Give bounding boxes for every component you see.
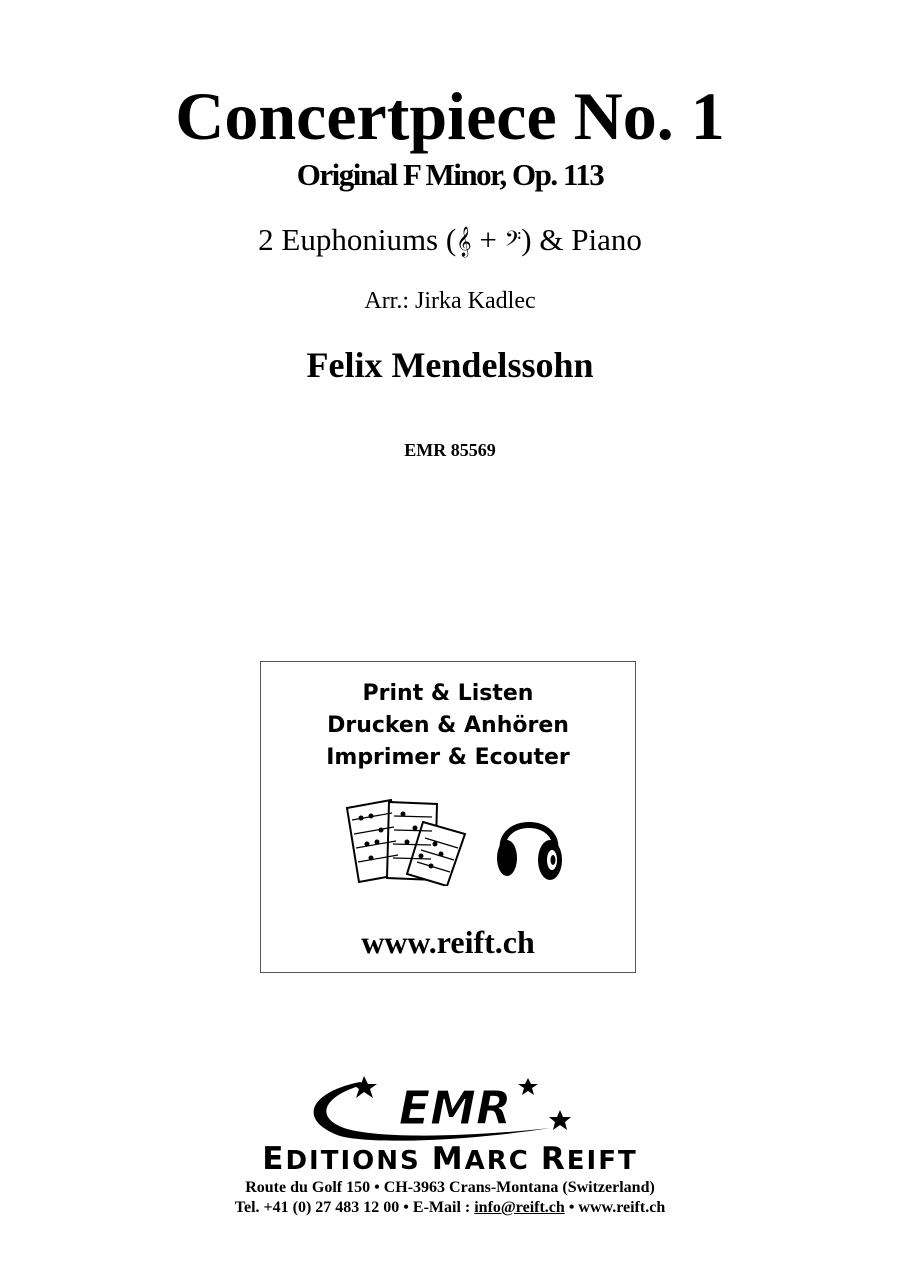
instrumentation (0, 220, 900, 262)
print-listen-box (260, 661, 636, 973)
instrumentation-plus: + (471, 222, 505, 257)
publisher-initial-r: R (540, 1141, 567, 1177)
publisher-address: Route du Golf 150 • CH-3963 Crans-Montana (Switzerland) (245, 1179, 655, 1196)
logo-text: EMR (398, 1081, 512, 1135)
sheet-music-icon (341, 794, 471, 886)
promo-line-fr: Imprimer & Ecouter (326, 745, 570, 770)
score-subtitle: Original F Minor, Op. 113 (296, 157, 604, 192)
instrumentation-prefix: 2 Euphoniums ( (258, 222, 457, 257)
publisher-name (0, 1141, 900, 1177)
emr-logo (300, 1070, 600, 1150)
contact-website: • www.reift.ch (564, 1199, 666, 1216)
instrumentation-suffix: ) & Piano (521, 222, 642, 257)
publisher-initial-e: E (262, 1141, 286, 1177)
contact-phone: Tel. +41 (0) 27 483 12 00 • E-Mail : (234, 1199, 475, 1216)
publisher-initial-m: M (431, 1141, 465, 1177)
headphones-icon (493, 802, 565, 884)
contact-email-link[interactable]: info@reift.ch (474, 1199, 565, 1216)
publisher-word-marc: ARC (464, 1146, 541, 1176)
catalog-number: EMR 85569 (404, 440, 496, 460)
composer: Felix Mendelssohn (306, 345, 594, 385)
treble-clef-icon: 𝄞 (456, 227, 472, 257)
score-title: Concertpiece No. 1 (175, 78, 725, 154)
arranger: Arr.: Jirka Kadlec (364, 288, 536, 314)
promo-website[interactable]: www.reift.ch (361, 924, 535, 960)
publisher-contact (0, 1198, 900, 1218)
bass-clef-icon: 𝄢 (504, 227, 522, 257)
promo-lines (261, 678, 635, 774)
promo-line-de: Drucken & Anhören (327, 713, 569, 738)
promo-line-en: Print & Listen (362, 681, 534, 706)
publisher-word-editions: DITIONS (285, 1146, 432, 1176)
publisher-word-reift: EIFT (566, 1146, 638, 1176)
